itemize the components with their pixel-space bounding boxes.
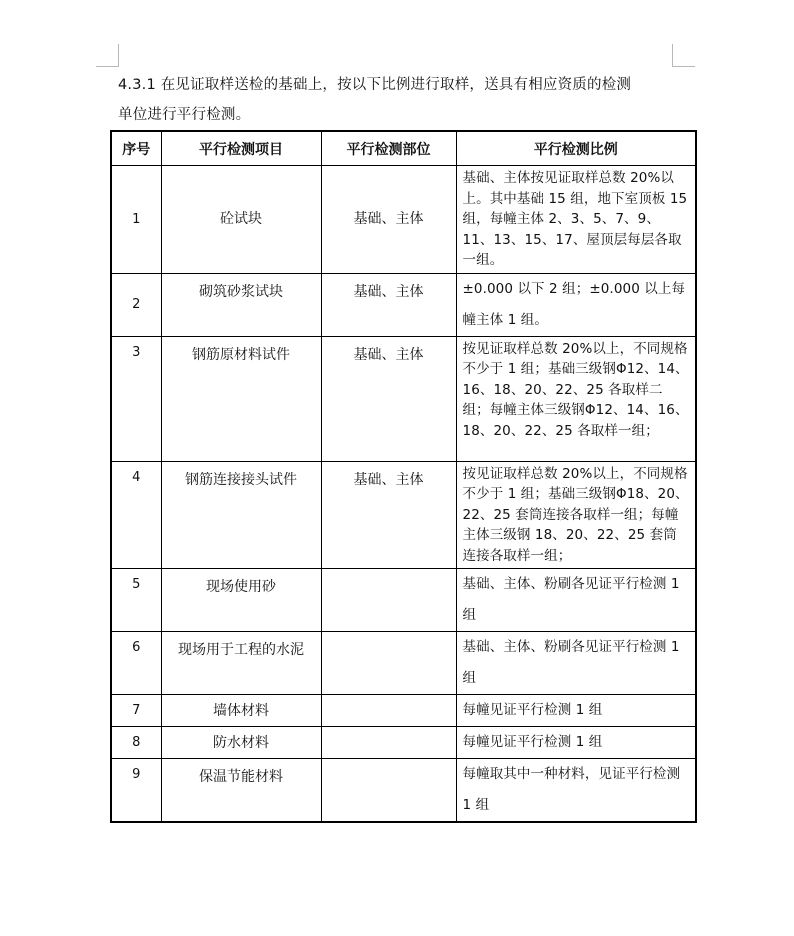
header-no: 序号 <box>111 131 161 166</box>
row-no: 7 <box>111 695 161 727</box>
intro-paragraph <box>118 70 698 130</box>
table-row <box>111 166 696 274</box>
table-row <box>111 727 696 759</box>
row-item: 墙体材料 <box>161 695 321 727</box>
row-no: 8 <box>111 727 161 759</box>
table-row <box>111 336 696 461</box>
row-ratio: 基础、主体、粉刷各见证平行检测 1 组 <box>456 632 696 695</box>
parallel-testing-table <box>110 130 697 823</box>
row-part: 基础、主体 <box>321 273 456 336</box>
page-corner-mark-left <box>96 44 119 67</box>
row-item: 保温节能材料 <box>161 759 321 823</box>
row-item: 现场用于工程的水泥 <box>161 632 321 695</box>
row-ratio: 每幢取其中一种材料，见证平行检测 1 组 <box>456 759 696 823</box>
row-ratio: 按见证取样总数 20%以上，不同规格不少于 1 组；基础三级钢Φ12、14、16、18、20、22、25 各取样二组；每幢主体三级钢Φ12、14、16、18、20、22、25 各取样一组； <box>456 336 696 461</box>
row-part: 基础、主体 <box>321 336 456 461</box>
row-part <box>321 695 456 727</box>
intro-line-1: 4.3.1 在见证取样送检的基础上，按以下比例进行取样，送具有相应资质的检测 <box>118 77 632 93</box>
row-ratio: ±0.000 以下 2 组；±0.000 以上每幢主体 1 组。 <box>456 273 696 336</box>
table-row <box>111 569 696 632</box>
row-ratio: 基础、主体按见证取样总数 20%以上。其中基础 15 组，地下室顶板 15 组，每幢主体 2、3、5、7、9、11、13、15、17、屋顶层每层各取一组。 <box>456 166 696 274</box>
row-item: 现场使用砂 <box>161 569 321 632</box>
table-header-row <box>111 131 696 166</box>
row-item: 钢筋连接接头试件 <box>161 461 321 569</box>
header-ratio: 平行检测比例 <box>456 131 696 166</box>
row-part <box>321 632 456 695</box>
table-row <box>111 759 696 823</box>
row-ratio: 每幢见证平行检测 1 组 <box>456 695 696 727</box>
row-no: 3 <box>111 336 161 461</box>
row-part <box>321 727 456 759</box>
header-item: 平行检测项目 <box>161 131 321 166</box>
row-item: 防水材料 <box>161 727 321 759</box>
row-ratio: 基础、主体、粉刷各见证平行检测 1 组 <box>456 569 696 632</box>
row-no: 5 <box>111 569 161 632</box>
row-no: 9 <box>111 759 161 823</box>
row-part: 基础、主体 <box>321 166 456 274</box>
row-part <box>321 569 456 632</box>
row-part: 基础、主体 <box>321 461 456 569</box>
row-item: 砌筑砂浆试块 <box>161 273 321 336</box>
table-row <box>111 273 696 336</box>
row-ratio: 每幢见证平行检测 1 组 <box>456 727 696 759</box>
row-part <box>321 759 456 823</box>
row-no: 4 <box>111 461 161 569</box>
row-no: 2 <box>111 273 161 336</box>
row-item: 钢筋原材料试件 <box>161 336 321 461</box>
table-row <box>111 695 696 727</box>
row-no: 6 <box>111 632 161 695</box>
intro-line-2: 单位进行平行检测。 <box>118 107 251 123</box>
header-part: 平行检测部位 <box>321 131 456 166</box>
table-row <box>111 632 696 695</box>
row-ratio: 按见证取样总数 20%以上，不同规格不少于 1 组；基础三级钢Φ18、20、22、25 套筒连接各取样一组；每幢主体三级钢 18、20、22、25 套筒连接各取样一组； <box>456 461 696 569</box>
page-corner-mark-right <box>672 44 695 67</box>
table-row <box>111 461 696 569</box>
row-no: 1 <box>111 166 161 274</box>
row-item: 砼试块 <box>161 166 321 274</box>
